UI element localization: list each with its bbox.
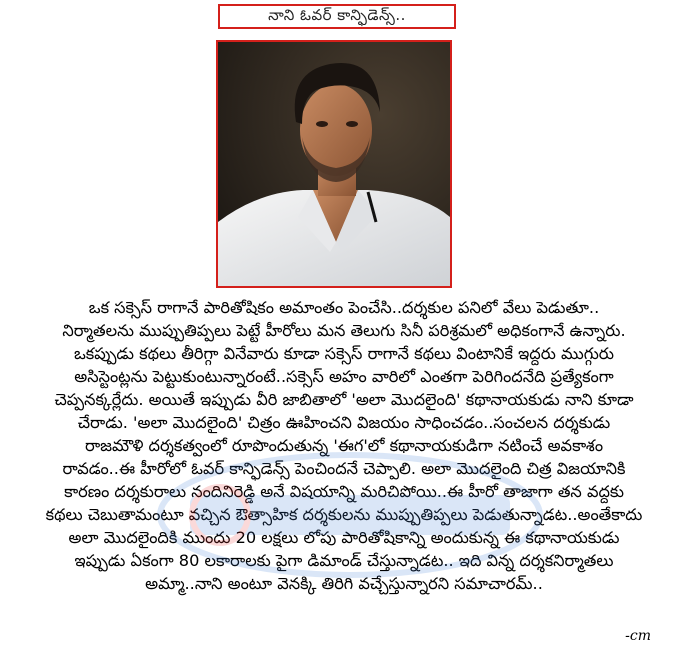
article-body — [34, 296, 654, 595]
article-line: అలా మొదలైందికి ముందు 20 లక్షలు లోపు పారితోషికాన్ని అందుకున్న ఈ కథానాయకుడు — [68, 528, 620, 547]
article-line: కారణం దర్శకురాలు నందినిరెడ్డి అనే విషయాన్ని మరిచిపోయి..ఈ హీరో తాజాగా తన వద్దకు — [64, 482, 624, 501]
author-signature: -cm — [625, 628, 651, 644]
article-line: చెప్పనక్కర్లేదు. అయితే ఇప్పుడు వీరి జాబితాలో 'అలా మొదలైంది' కథానాయకుడు నాని కూడా — [54, 390, 634, 409]
article-line: అమ్మా..నాని అంటూ వెనక్కి తిరిగి వచ్చేస్తున్నారని సమాచారమ్.. — [145, 574, 543, 593]
article-line: రాజమౌళి దర్శకత్వంలో రూపొందుతున్న 'ఈగ'లో కథానాయకుడిగా నటించే అవకాశం — [84, 436, 604, 455]
article-line: రావడం..ఈ హీరోలో ఓవర్ కాన్ఫిడెన్స్ పెంచిందనే చెప్పాలి. అలా మొదలైంది చిత్ర విజయానికి — [62, 459, 626, 478]
article-title: నాని ఓవర్ కాన్ఫిడెన్స్.. — [218, 4, 456, 29]
article-line: ఒక సక్సెస్ రాగానే పారితోషికం అమాంతం పెంచేసి..దర్శకుల పనిలో వేలు పెడుతూ.. — [88, 298, 600, 317]
article-line: కథలు చెబుతామంటూ వచ్చిన ఔత్సాహిక దర్శకులను ముప్పుతిప్పలు పెడుతున్నాడట..అంతేకాదు — [45, 505, 643, 524]
article-line: చేరాడు. 'అలా మొదలైంది' చిత్రం ఊహించని విజయం సాధించడం..సంచలన దర్శకుడు — [77, 413, 611, 432]
article-line: ఒకప్పుడు కథలు తీరిగ్గా వినేవారు కూడా సక్సెస్ రాగానే కథలు వింటానికే ఇద్దరు ముగ్గురు — [73, 344, 615, 363]
portrait-image — [218, 42, 450, 286]
article-line: అసిస్టెంట్లను పెట్టుకుంటున్నారంటే..సక్సెస్ అహం వారిలో ఎంతగా పెరిగిందనేది ప్రత్యేకంగా — [74, 367, 614, 386]
article-line: ఇప్పుడు ఏకంగా 80 లకారాలకు పైగా డిమాండ్ చేస్తున్నాడట.. ఇది విన్న దర్శకనిర్మాతలు — [74, 551, 614, 570]
article-line: నిర్మాతలను ముప్పుతిప్పలు పెట్టే హీరోలు మన తెలుగు సినీ పరిశ్రమలో అధికంగానే ఉన్నారు. — [62, 321, 626, 340]
article-photo — [216, 40, 452, 288]
